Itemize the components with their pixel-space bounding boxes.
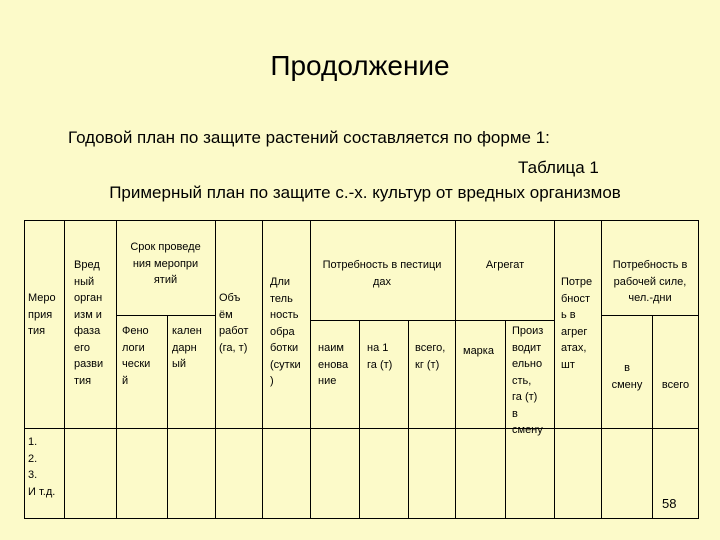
header-aggregate: Агрегат xyxy=(485,259,525,271)
header-timing: Срок проведе ния меропри ятий xyxy=(130,241,201,286)
header-total-kg: всего, кг (т) xyxy=(415,342,446,371)
header-labor: Потребность в рабочей силе, чел.-дни xyxy=(612,259,688,304)
slide-title: Продолжение xyxy=(270,50,450,81)
header-pest: Вред ный орган изм и фаза его разви тия xyxy=(74,259,104,387)
table-number: Таблица 1 xyxy=(518,158,599,177)
header-productivity: Произ водит ельно сть, га (т) в смену xyxy=(512,325,544,436)
intro-text: Годовой план по защите растений составляется по форме 1: xyxy=(68,128,550,147)
header-event: Меро прия тия xyxy=(28,292,56,337)
header-per-ha: на 1 га (т) xyxy=(367,342,393,371)
header-volume: Объ ём работ (га, т) xyxy=(219,292,249,354)
page-number: 58 xyxy=(662,496,677,511)
header-per-shift: в смену xyxy=(611,362,643,391)
header-total: всего xyxy=(661,379,690,391)
header-calendar: кален дарн ый xyxy=(172,325,202,370)
header-pesticides: Потребность в пестици дах xyxy=(322,259,442,288)
table-caption: Примерный план по защите с.-х. культур от вредных организмов xyxy=(109,183,621,202)
header-brand: марка xyxy=(463,345,494,357)
header-name: наим енова ние xyxy=(318,342,349,387)
header-duration: Дли тель ность обра ботки (сутки ) xyxy=(270,276,301,387)
header-aggregate-need: Потре бност ь в агрег атах, шт xyxy=(561,276,593,371)
row-numbers: 1. 2. 3. И т.д. xyxy=(28,436,56,498)
header-phenological: Фено логи чески й xyxy=(122,325,151,387)
